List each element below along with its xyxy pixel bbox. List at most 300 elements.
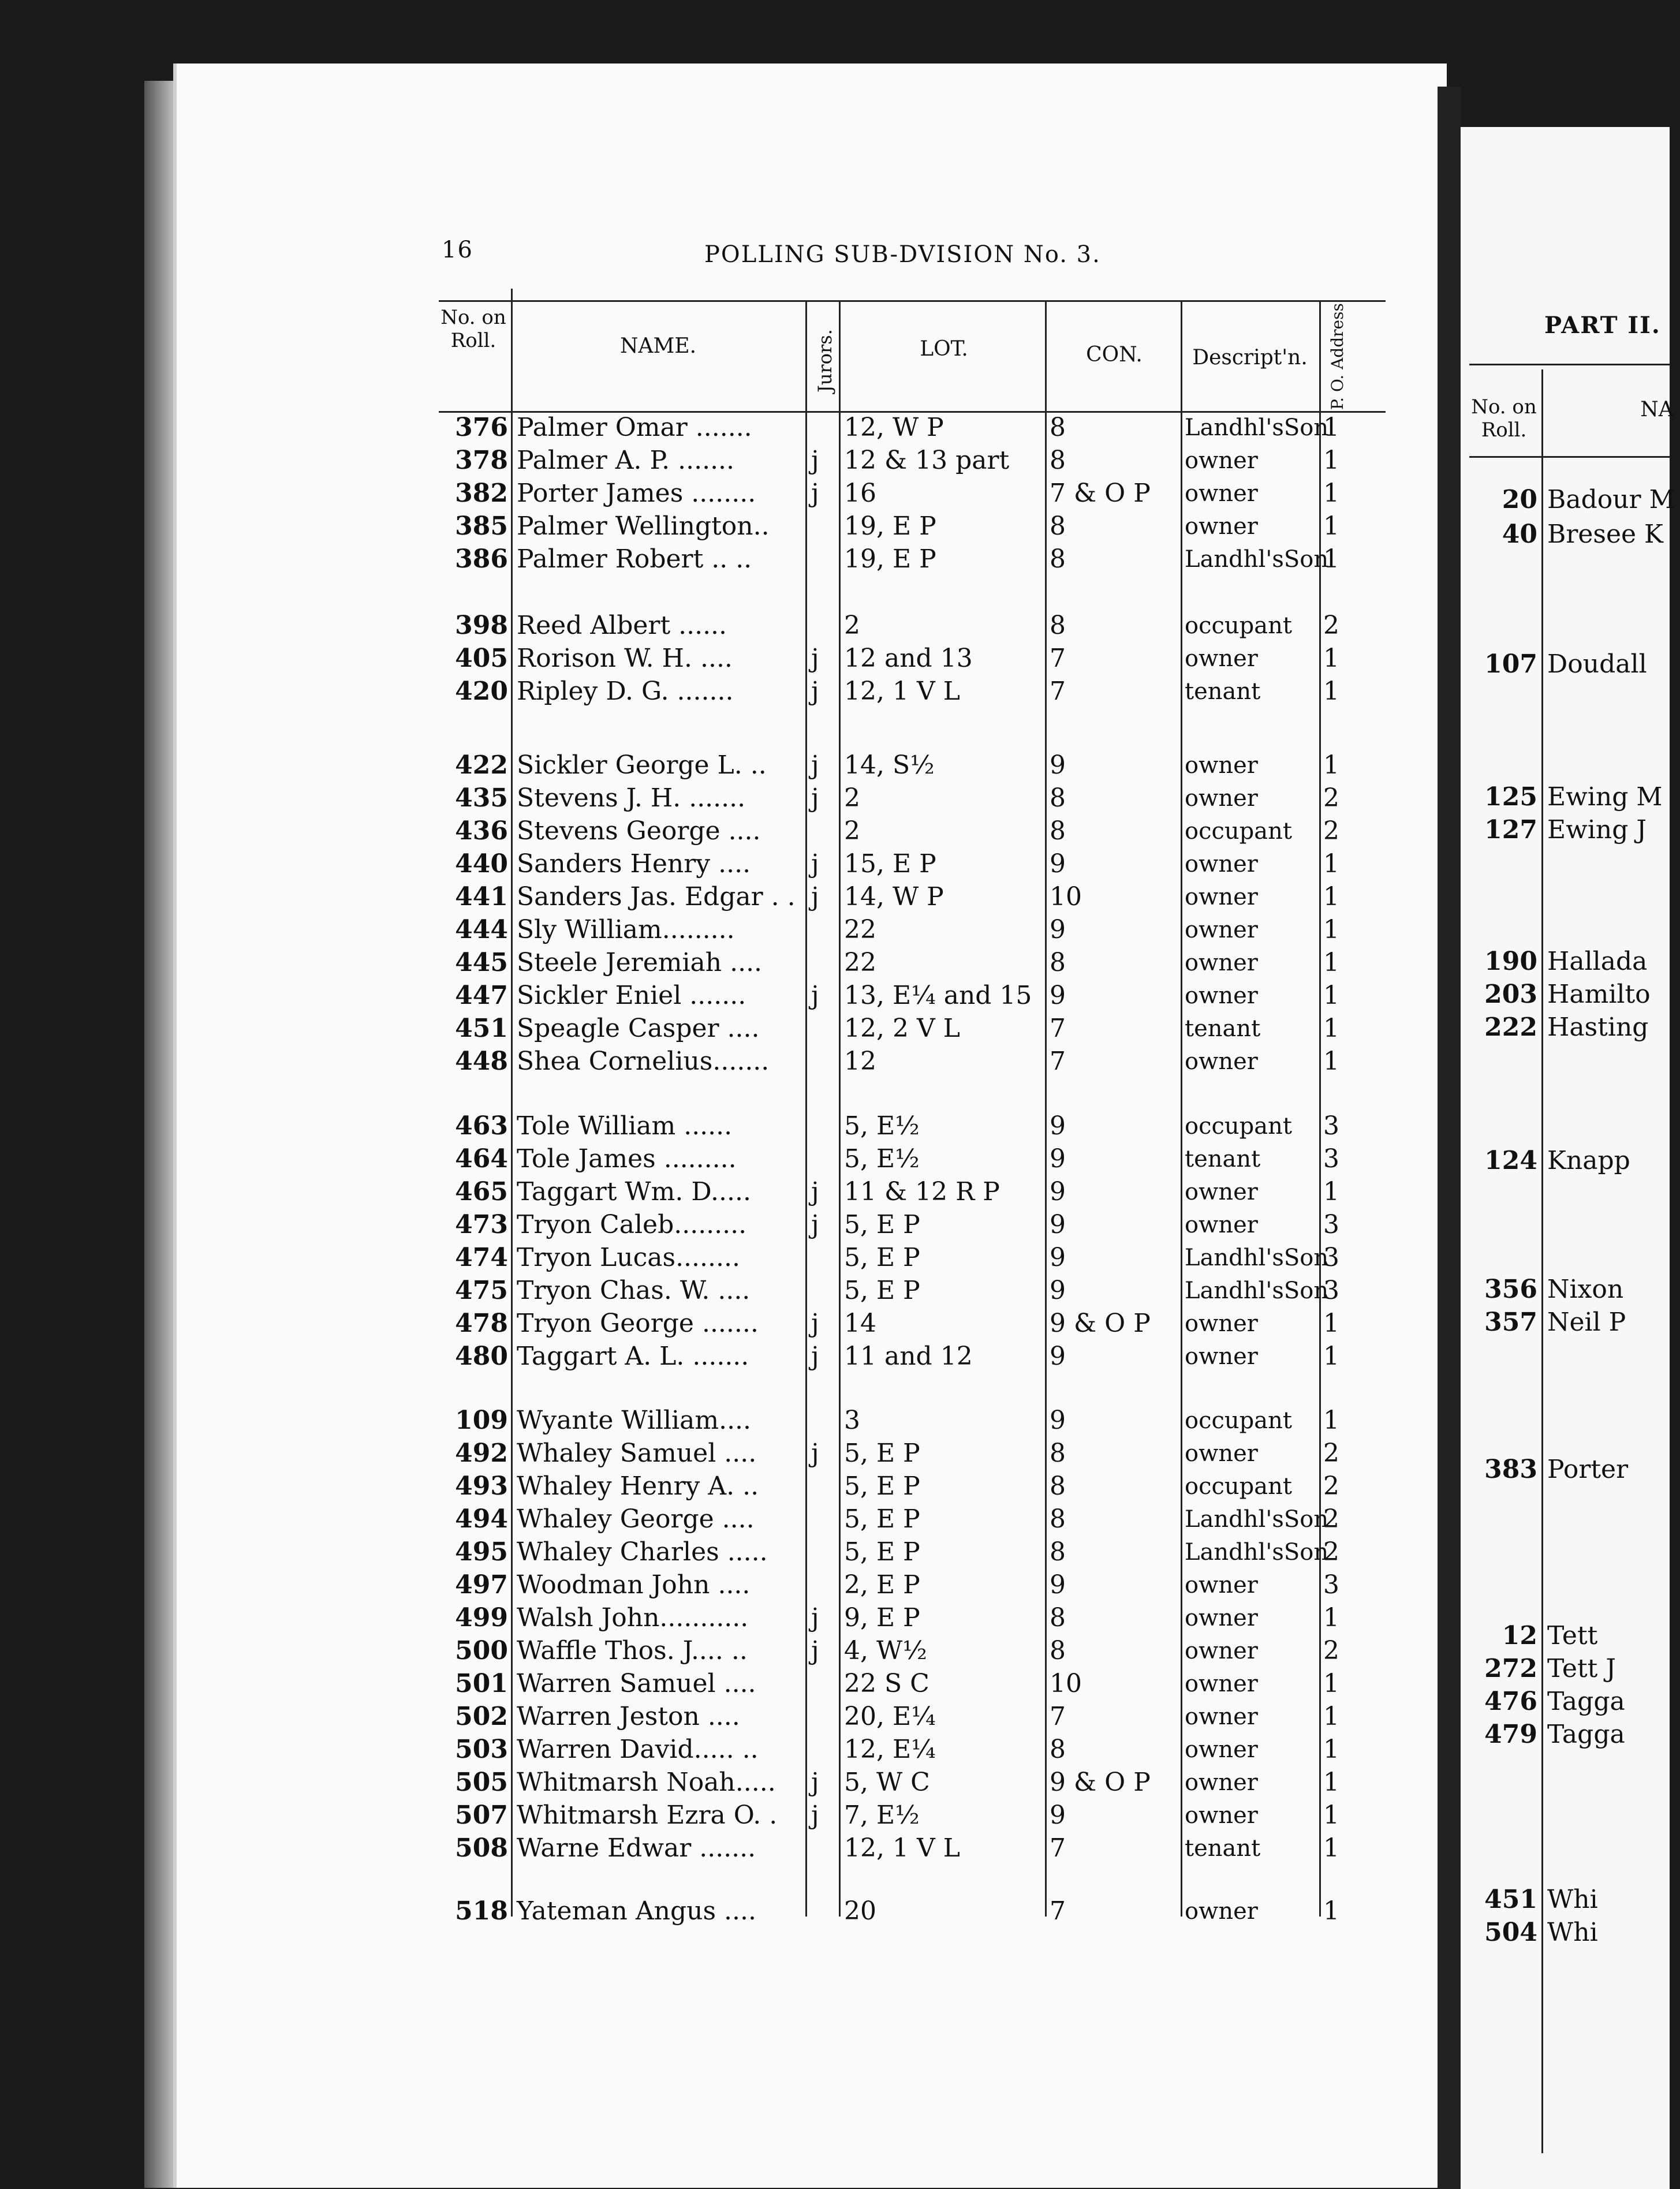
right-row-17-name: Whi	[1547, 1918, 1598, 1947]
row-451-con: 7	[1050, 1014, 1066, 1043]
right-header-name: NA	[1640, 398, 1674, 421]
right-row-17-no: 504	[1484, 1918, 1537, 1947]
row-436-po: 2	[1323, 816, 1339, 846]
row-475-desc: Landhl'sSon	[1185, 1277, 1329, 1304]
row-494-con: 8	[1050, 1504, 1066, 1534]
row-508-desc: tenant	[1185, 1835, 1261, 1862]
row-497-lot: 2, E P	[844, 1570, 920, 1600]
right-row-5-no: 190	[1484, 947, 1537, 976]
row-492-con: 8	[1050, 1439, 1066, 1468]
row-440-desc: owner	[1185, 851, 1258, 877]
row-444-con: 9	[1050, 915, 1066, 944]
row-499-po: 1	[1323, 1603, 1339, 1633]
row-420-lot: 12, 1 V L	[844, 677, 960, 706]
row-493-lot: 5, E P	[844, 1471, 920, 1501]
row-376-con: 8	[1050, 413, 1066, 442]
row-475-no: 475	[455, 1276, 508, 1305]
row-474-desc: Landhl'sSon	[1185, 1245, 1329, 1271]
row-465-no: 465	[455, 1177, 508, 1206]
row-444-lot: 22	[844, 915, 876, 944]
right-row-15-name: Tagga	[1547, 1720, 1625, 1749]
row-507-desc: owner	[1185, 1802, 1258, 1829]
row-494-desc: Landhl'sSon	[1185, 1506, 1329, 1533]
row-494-po: 2	[1323, 1504, 1339, 1534]
row-473-desc: owner	[1185, 1212, 1258, 1238]
row-518-lot: 20	[844, 1896, 876, 1926]
right-row-12-no: 12	[1502, 1621, 1537, 1650]
row-475-po: 3	[1323, 1276, 1339, 1305]
right-row-16-name: Whi	[1547, 1885, 1598, 1914]
row-405-name: Rorison W. H. ....	[517, 644, 733, 673]
row-497-no: 497	[455, 1570, 508, 1600]
row-378-name: Palmer A. P. .......	[517, 446, 735, 475]
right-row-9-name: Nixon	[1547, 1275, 1624, 1304]
row-376-name: Palmer Omar .......	[517, 413, 752, 442]
row-464-no: 464	[455, 1144, 508, 1174]
header-descript: Descript'n.	[1192, 346, 1308, 369]
row-445-desc: owner	[1185, 950, 1258, 976]
row-492-desc: owner	[1185, 1440, 1258, 1467]
row-420-no: 420	[455, 677, 508, 706]
row-473-name: Tryon Caleb.........	[517, 1210, 747, 1239]
col-rule-lot	[1045, 300, 1047, 1917]
row-378-po: 1	[1323, 446, 1339, 475]
row-405-desc: owner	[1185, 645, 1258, 672]
row-109-desc: occupant	[1185, 1407, 1292, 1434]
page-number: 16	[442, 237, 473, 263]
row-473-lot: 5, E P	[844, 1210, 920, 1239]
row-501-name: Warren Samuel ....	[517, 1669, 756, 1698]
row-422-con: 9	[1050, 750, 1066, 780]
row-474-lot: 5, E P	[844, 1243, 920, 1272]
row-382-con: 7 & O P	[1050, 479, 1151, 508]
col-rule-jurors	[839, 300, 841, 1917]
row-518-name: Yateman Angus ....	[517, 1896, 756, 1926]
row-420-name: Ripley D. G. .......	[517, 677, 734, 706]
row-378-con: 8	[1050, 446, 1066, 475]
row-441-no: 441	[455, 882, 508, 912]
row-501-lot: 22 S C	[844, 1669, 929, 1698]
right-row-10-name: Neil P	[1547, 1308, 1626, 1337]
row-507-no: 507	[455, 1800, 508, 1830]
row-465-lot: 11 & 12 R P	[844, 1177, 1000, 1206]
row-463-desc: occupant	[1185, 1113, 1292, 1140]
row-440-po: 1	[1323, 849, 1339, 879]
right-header-no-on-roll: No. on Roll.	[1471, 395, 1537, 442]
right-row-6-no: 203	[1484, 980, 1537, 1009]
row-422-po: 1	[1323, 750, 1339, 780]
row-376-desc: Landhl'sSon	[1185, 414, 1329, 441]
right-row-3-name: Ewing M	[1547, 782, 1663, 812]
row-492-name: Whaley Samuel ....	[517, 1439, 757, 1468]
row-445-po: 1	[1323, 948, 1339, 977]
row-440-no: 440	[455, 849, 508, 879]
right-row-11-name: Porter	[1547, 1455, 1629, 1484]
right-row-12-name: Tett	[1547, 1621, 1598, 1650]
row-435-no: 435	[455, 783, 508, 813]
row-500-name: Waffle Thos. J.... ..	[517, 1636, 748, 1665]
right-row-1-name: Bresee K	[1547, 520, 1663, 549]
row-507-con: 9	[1050, 1800, 1066, 1830]
row-444-name: Sly William.........	[517, 915, 735, 944]
right-row-4-no: 127	[1484, 815, 1537, 845]
row-448-con: 7	[1050, 1047, 1066, 1076]
row-465-name: Taggart Wm. D.....	[517, 1177, 751, 1206]
right-row-3-no: 125	[1484, 782, 1537, 812]
row-492-lot: 5, E P	[844, 1439, 920, 1468]
row-497-name: Woodman John ....	[517, 1570, 751, 1600]
col-rule-con	[1181, 300, 1182, 1917]
row-473-j: j	[811, 1210, 819, 1239]
row-451-name: Speagle Casper ....	[517, 1014, 760, 1043]
row-478-name: Tryon George .......	[517, 1309, 759, 1338]
row-505-po: 1	[1323, 1768, 1339, 1797]
right-header-top-rule	[1469, 364, 1670, 365]
row-508-no: 508	[455, 1833, 508, 1863]
row-448-po: 1	[1323, 1047, 1339, 1076]
row-480-con: 9	[1050, 1342, 1066, 1371]
row-464-lot: 5, E½	[844, 1144, 920, 1174]
row-385-po: 1	[1323, 511, 1339, 541]
row-463-con: 9	[1050, 1111, 1066, 1141]
row-505-lot: 5, W C	[844, 1768, 930, 1797]
row-447-no: 447	[455, 981, 508, 1010]
row-440-con: 9	[1050, 849, 1066, 879]
row-447-name: Sickler Eniel .......	[517, 981, 746, 1010]
right-row-16-no: 451	[1484, 1885, 1537, 1914]
header-top-rule	[439, 300, 1386, 302]
row-518-desc: owner	[1185, 1898, 1258, 1925]
row-386-po: 1	[1323, 544, 1339, 574]
row-508-con: 7	[1050, 1833, 1066, 1863]
col-rule-descript	[1319, 300, 1321, 1917]
row-441-con: 10	[1050, 882, 1082, 912]
row-378-lot: 12 & 13 part	[844, 446, 1010, 475]
row-382-lot: 16	[844, 479, 876, 508]
row-493-con: 8	[1050, 1471, 1066, 1501]
row-474-name: Tryon Lucas........	[517, 1243, 740, 1272]
row-441-desc: owner	[1185, 884, 1258, 910]
row-500-desc: owner	[1185, 1638, 1258, 1664]
row-405-no: 405	[455, 644, 508, 673]
row-495-desc: Landhl'sSon	[1185, 1539, 1329, 1566]
row-109-con: 9	[1050, 1406, 1066, 1435]
row-494-no: 494	[455, 1504, 508, 1534]
row-464-desc: tenant	[1185, 1146, 1261, 1172]
row-422-no: 422	[455, 750, 508, 780]
row-499-con: 8	[1050, 1603, 1066, 1633]
right-row-15-no: 479	[1484, 1720, 1537, 1749]
row-500-lot: 4, W½	[844, 1636, 927, 1665]
row-508-lot: 12, 1 V L	[844, 1833, 960, 1863]
row-109-name: Wyante William....	[517, 1406, 752, 1435]
right-row-7-name: Hasting	[1547, 1013, 1649, 1042]
row-109-po: 1	[1323, 1406, 1339, 1435]
row-445-name: Steele Jeremiah ....	[517, 948, 763, 977]
row-109-lot: 3	[844, 1406, 860, 1435]
row-495-po: 2	[1323, 1537, 1339, 1567]
row-398-po: 2	[1323, 611, 1339, 640]
row-398-desc: occupant	[1185, 612, 1292, 639]
row-436-desc: occupant	[1185, 818, 1292, 845]
row-436-lot: 2	[844, 816, 860, 846]
row-382-no: 382	[455, 479, 508, 508]
row-480-lot: 11 and 12	[844, 1342, 973, 1371]
row-444-po: 1	[1323, 915, 1339, 944]
row-422-name: Sickler George L. ..	[517, 750, 767, 780]
row-386-con: 8	[1050, 544, 1066, 574]
row-474-po: 3	[1323, 1243, 1339, 1272]
row-447-j: j	[811, 981, 819, 1010]
row-435-desc: owner	[1185, 785, 1258, 812]
row-405-po: 1	[1323, 644, 1339, 673]
row-398-name: Reed Albert ......	[517, 611, 727, 640]
row-422-j: j	[811, 750, 819, 780]
right-row-1-no: 40	[1502, 520, 1537, 549]
row-465-j: j	[811, 1177, 819, 1206]
row-501-con: 10	[1050, 1669, 1082, 1698]
header-name: NAME.	[619, 334, 697, 358]
right-row-14-no: 476	[1484, 1687, 1537, 1716]
row-435-po: 2	[1323, 783, 1339, 813]
row-376-lot: 12, W P	[844, 413, 944, 442]
col-rule-name	[805, 300, 807, 1917]
row-436-con: 8	[1050, 816, 1066, 846]
row-493-desc: occupant	[1185, 1473, 1292, 1500]
row-497-desc: owner	[1185, 1572, 1258, 1598]
row-478-con: 9 & O P	[1050, 1309, 1151, 1338]
row-499-j: j	[811, 1603, 819, 1633]
right-row-13-name: Tett J	[1547, 1654, 1616, 1683]
row-508-name: Warne Edwar .......	[517, 1833, 756, 1863]
row-507-name: Whitmarsh Ezra O. .	[517, 1800, 778, 1830]
row-502-no: 502	[455, 1702, 508, 1731]
row-385-no: 385	[455, 511, 508, 541]
row-499-name: Walsh John...........	[517, 1603, 749, 1633]
row-502-con: 7	[1050, 1702, 1066, 1731]
row-478-lot: 14	[844, 1309, 876, 1338]
right-row-5-name: Hallada	[1547, 947, 1648, 976]
row-480-desc: owner	[1185, 1343, 1258, 1370]
right-row-2-name: Doudall	[1547, 649, 1647, 679]
row-440-lot: 15, E P	[844, 849, 936, 879]
row-500-po: 2	[1323, 1636, 1339, 1665]
row-435-name: Stevens J. H. .......	[517, 783, 746, 813]
right-row-6-name: Hamilto	[1547, 980, 1651, 1009]
row-378-j: j	[811, 446, 819, 475]
right-row-2-no: 107	[1484, 649, 1537, 679]
row-405-lot: 12 and 13	[844, 644, 973, 673]
row-398-con: 8	[1050, 611, 1066, 640]
row-436-name: Stevens George ....	[517, 816, 761, 846]
row-501-po: 1	[1323, 1669, 1339, 1698]
row-420-desc: tenant	[1185, 678, 1261, 705]
row-435-con: 8	[1050, 783, 1066, 813]
row-445-no: 445	[455, 948, 508, 977]
row-386-no: 386	[455, 544, 508, 574]
row-497-con: 9	[1050, 1570, 1066, 1600]
row-441-lot: 14, W P	[844, 882, 944, 912]
book-gutter	[1438, 87, 1461, 2189]
row-447-po: 1	[1323, 981, 1339, 1010]
row-441-j: j	[811, 882, 819, 912]
row-445-con: 8	[1050, 948, 1066, 977]
row-447-lot: 13, E¼ and 15	[844, 981, 1032, 1010]
row-480-j: j	[811, 1342, 819, 1371]
row-503-name: Warren David..... ..	[517, 1735, 759, 1764]
row-505-j: j	[811, 1768, 819, 1797]
col-rule-no	[511, 289, 513, 1917]
row-507-lot: 7, E½	[844, 1800, 920, 1830]
row-441-po: 1	[1323, 882, 1339, 912]
row-503-no: 503	[455, 1735, 508, 1764]
row-464-con: 9	[1050, 1144, 1066, 1174]
row-448-desc: owner	[1185, 1048, 1258, 1075]
row-500-no: 500	[455, 1636, 508, 1665]
row-503-con: 8	[1050, 1735, 1066, 1764]
row-503-desc: owner	[1185, 1736, 1258, 1763]
right-row-7-no: 222	[1484, 1013, 1537, 1042]
row-463-no: 463	[455, 1111, 508, 1141]
row-505-desc: owner	[1185, 1769, 1258, 1796]
row-503-po: 1	[1323, 1735, 1339, 1764]
right-row-8-no: 124	[1484, 1146, 1537, 1175]
row-463-name: Tole William ......	[517, 1111, 733, 1141]
row-475-con: 9	[1050, 1276, 1066, 1305]
row-376-no: 376	[455, 413, 508, 442]
row-478-no: 478	[455, 1309, 508, 1338]
row-109-no: 109	[455, 1406, 508, 1435]
row-473-po: 3	[1323, 1210, 1339, 1239]
row-480-name: Taggart A. L. .......	[517, 1342, 749, 1371]
row-505-no: 505	[455, 1768, 508, 1797]
row-493-no: 493	[455, 1471, 508, 1501]
row-448-lot: 12	[844, 1047, 876, 1076]
row-493-name: Whaley Henry A. ..	[517, 1471, 759, 1501]
row-422-desc: owner	[1185, 752, 1258, 779]
header-lot: LOT.	[920, 337, 968, 361]
right-row-4-name: Ewing J	[1547, 815, 1647, 845]
row-451-no: 451	[455, 1014, 508, 1043]
row-385-con: 8	[1050, 511, 1066, 541]
row-382-name: Porter James ........	[517, 479, 756, 508]
row-507-j: j	[811, 1800, 819, 1830]
row-451-lot: 12, 2 V L	[844, 1014, 960, 1043]
running-head: POLLING SUB-DVISION No. 3.	[704, 241, 1101, 268]
row-500-j: j	[811, 1636, 819, 1665]
right-running-head: PART II.	[1544, 312, 1661, 339]
row-445-lot: 22	[844, 948, 876, 977]
row-435-lot: 2	[844, 783, 860, 813]
right-row-9-no: 356	[1484, 1275, 1537, 1304]
row-464-po: 3	[1323, 1144, 1339, 1174]
right-row-14-name: Tagga	[1547, 1687, 1625, 1716]
row-420-po: 1	[1323, 677, 1339, 706]
row-398-no: 398	[455, 611, 508, 640]
right-col-rule	[1541, 369, 1543, 2153]
row-405-con: 7	[1050, 644, 1066, 673]
row-478-po: 1	[1323, 1309, 1339, 1338]
row-499-desc: owner	[1185, 1605, 1258, 1631]
row-502-desc: owner	[1185, 1704, 1258, 1730]
row-494-name: Whaley George ....	[517, 1504, 755, 1534]
row-480-po: 1	[1323, 1342, 1339, 1371]
row-386-desc: Landhl'sSon	[1185, 546, 1329, 573]
row-507-po: 1	[1323, 1800, 1339, 1830]
row-436-no: 436	[455, 816, 508, 846]
row-499-lot: 9, E P	[844, 1603, 920, 1633]
row-448-no: 448	[455, 1047, 508, 1076]
row-495-lot: 5, E P	[844, 1537, 920, 1567]
row-518-po: 1	[1323, 1896, 1339, 1926]
row-465-po: 1	[1323, 1177, 1339, 1206]
row-473-no: 473	[455, 1210, 508, 1239]
row-500-con: 8	[1050, 1636, 1066, 1665]
row-451-desc: tenant	[1185, 1015, 1261, 1042]
row-463-lot: 5, E½	[844, 1111, 920, 1141]
row-385-lot: 19, E P	[844, 511, 936, 541]
row-502-name: Warren Jeston ....	[517, 1702, 740, 1731]
row-422-lot: 14, S½	[844, 750, 935, 780]
row-465-desc: owner	[1185, 1179, 1258, 1205]
row-494-lot: 5, E P	[844, 1504, 920, 1534]
row-464-name: Tole James .........	[517, 1144, 737, 1174]
right-row-10-no: 357	[1484, 1308, 1537, 1337]
header-con: CON.	[1086, 343, 1143, 367]
row-475-lot: 5, E P	[844, 1276, 920, 1305]
row-440-j: j	[811, 849, 819, 879]
row-508-po: 1	[1323, 1833, 1339, 1863]
row-502-po: 1	[1323, 1702, 1339, 1731]
row-398-lot: 2	[844, 611, 860, 640]
row-501-desc: owner	[1185, 1671, 1258, 1697]
row-382-j: j	[811, 479, 819, 508]
row-495-no: 495	[455, 1537, 508, 1567]
row-478-desc: owner	[1185, 1310, 1258, 1337]
right-row-13-no: 272	[1484, 1654, 1537, 1683]
row-503-lot: 12, E¼	[844, 1735, 936, 1764]
row-382-desc: owner	[1185, 480, 1258, 507]
row-492-j: j	[811, 1439, 819, 1468]
right-header-bottom-rule	[1469, 456, 1670, 458]
row-385-desc: owner	[1185, 513, 1258, 540]
row-420-j: j	[811, 677, 819, 706]
row-444-desc: owner	[1185, 917, 1258, 943]
row-492-no: 492	[455, 1439, 508, 1468]
row-441-name: Sanders Jas. Edgar . .	[517, 882, 796, 912]
right-row-0-no: 20	[1502, 485, 1537, 514]
row-501-no: 501	[455, 1669, 508, 1698]
row-473-con: 9	[1050, 1210, 1066, 1239]
right-row-11-no: 383	[1484, 1455, 1537, 1484]
row-382-po: 1	[1323, 479, 1339, 508]
row-478-j: j	[811, 1309, 819, 1338]
right-row-8-name: Knapp	[1547, 1146, 1630, 1175]
row-463-po: 3	[1323, 1111, 1339, 1141]
row-451-po: 1	[1323, 1014, 1339, 1043]
row-378-desc: owner	[1185, 447, 1258, 474]
row-444-no: 444	[455, 915, 508, 944]
row-499-no: 499	[455, 1603, 508, 1633]
row-493-po: 2	[1323, 1471, 1339, 1501]
row-518-no: 518	[455, 1896, 508, 1926]
row-420-con: 7	[1050, 677, 1066, 706]
row-505-name: Whitmarsh Noah.....	[517, 1768, 776, 1797]
row-448-name: Shea Cornelius.......	[517, 1047, 770, 1076]
header-no-on-roll: No. on Roll.	[440, 306, 506, 352]
row-495-con: 8	[1050, 1537, 1066, 1567]
row-447-con: 9	[1050, 981, 1066, 1010]
